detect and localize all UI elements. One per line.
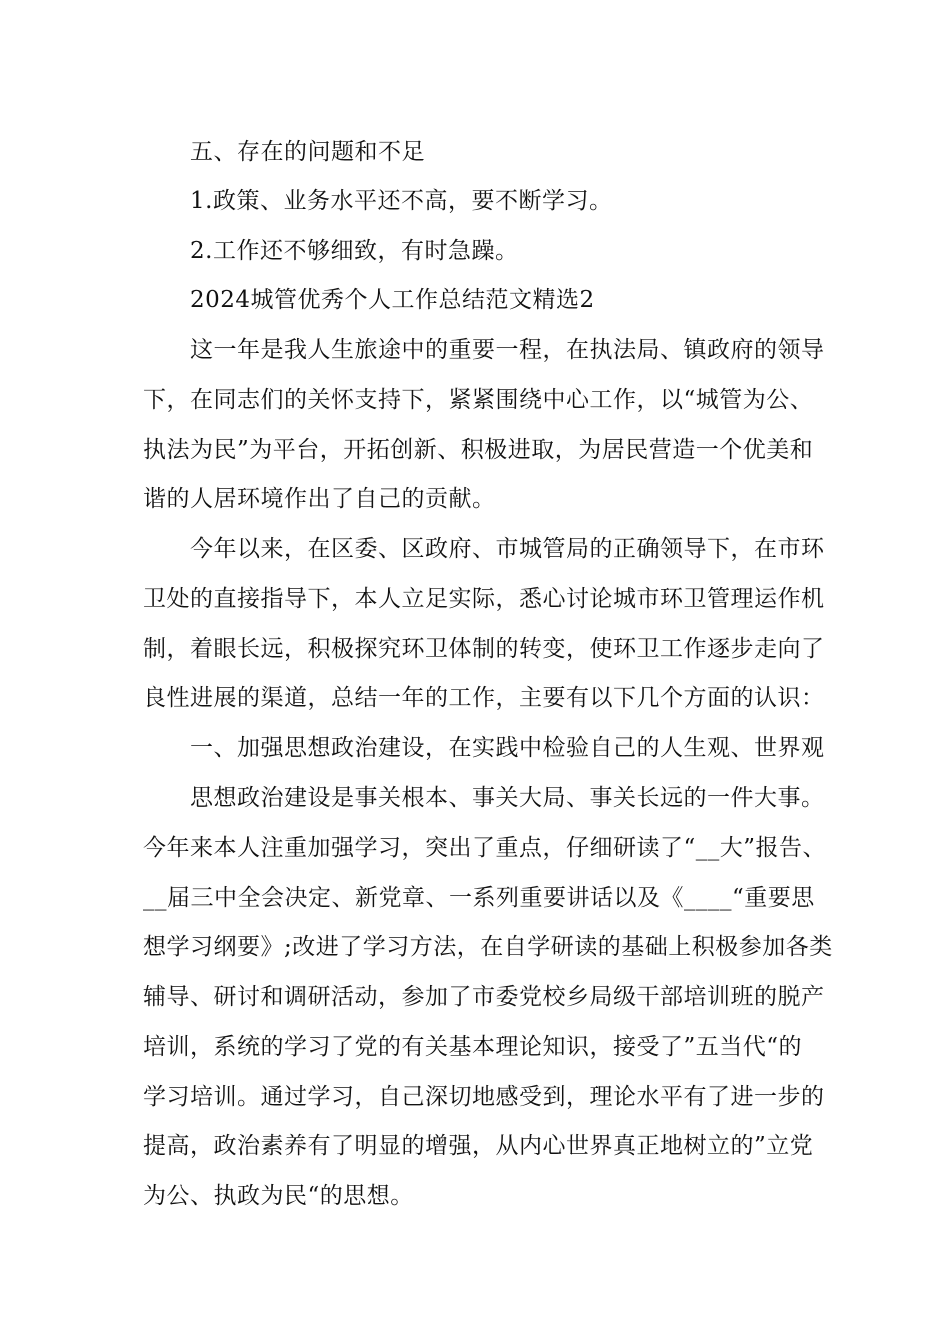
paragraph-line: 卫处的直接指导下，本人立足实际，悉心讨论城市环卫管理运作机 (143, 586, 825, 612)
paragraph-line: 良性进展的渠道，总结一年的工作，主要有以下几个方面的认识： (143, 685, 825, 711)
problem-item-1: 1.政策、业务水平还不高，要不断学习。 (190, 188, 613, 214)
paragraph-line: 下，在同志们的关怀支持下，紧紧围绕中心工作，以“城管为公、 (143, 387, 814, 413)
paragraph-line: 制，着眼长远，积极探究环卫体制的转变，使环卫工作逐步走向了 (143, 636, 825, 662)
paragraph-line: 培训，系统的学习了党的有关基本理论知识，接受了”五当代“的 (143, 1034, 803, 1060)
paragraph-line: 学习培训。通过学习，自己深切地感受到，理论水平有了进一步的 (143, 1084, 825, 1110)
paragraph-line: __届三中全会决定、新党章、一系列重要讲话以及《____“重要思 (143, 885, 815, 911)
section-heading-ideology: 一、加强思想政治建设，在实践中检验自己的人生观、世界观 (190, 735, 825, 761)
problem-item-2: 2.工作还不够细致，有时急躁。 (190, 238, 519, 264)
paragraph-line: 提高，政治素养有了明显的增强，从内心世界真正地树立的”立党 (143, 1133, 814, 1159)
paragraph-line: 今年来本人注重加强学习，突出了重点，仔细研读了“__大”报告、 (143, 835, 827, 861)
paragraph-line: 为公、执政为民“的思想。 (143, 1183, 414, 1209)
paragraph-line: 执法为民”为平台，开拓创新、积极进取，为居民营造一个优美和 (143, 437, 814, 463)
section-heading-problems: 五、存在的问题和不足 (190, 139, 425, 165)
paragraph-line: 辅导、研讨和调研活动，参加了市委党校乡局级干部培训班的脱产 (143, 984, 825, 1010)
paragraph-line: 想学习纲要》;改进了学习方法，在自学研读的基础上积极参加各类 (143, 934, 833, 960)
paragraph-line: 思想政治建设是事关根本、事关大局、事关长远的一件大事。 (190, 785, 825, 811)
article-title: 2024城管优秀个人工作总结范文精选2 (190, 287, 595, 313)
paragraph-line: 今年以来，在区委、区政府、市城管局的正确领导下，在市环 (190, 536, 825, 562)
paragraph-line: 这一年是我人生旅途中的重要一程，在执法局、镇政府的领导 (190, 337, 825, 363)
paragraph-line: 谐的人居环境作出了自己的贡献。 (143, 486, 496, 512)
